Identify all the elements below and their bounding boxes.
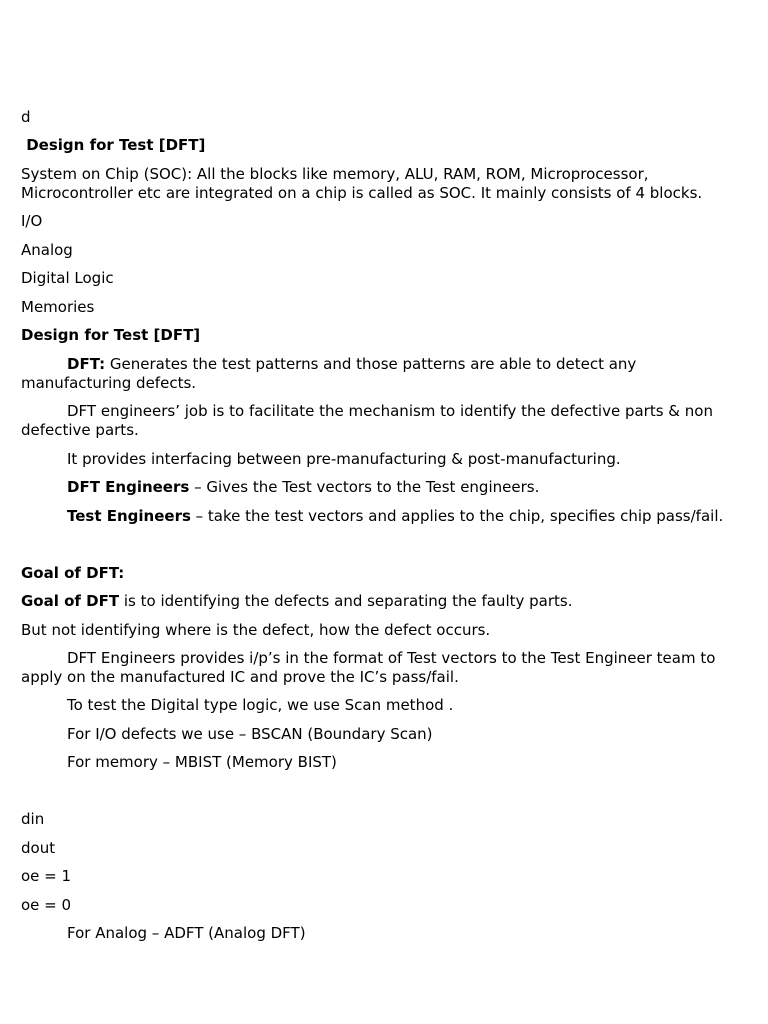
document-title-text: Design for Test [DFT] [21, 136, 206, 154]
section-heading-dft [21, 326, 751, 345]
soc-block-analog: Analog [21, 241, 73, 259]
signal-oe-1: oe = 1 [21, 867, 72, 885]
not-identifying-paragraph: But not identifying where is the defect, how the defect occurs. [21, 621, 491, 639]
soc-block-memories: Memories [21, 298, 95, 316]
mbist-paragraph: For memory – MBIST (Memory BIST) [67, 753, 337, 771]
goal-text: is to identifying the defects and separating the faulty parts. [119, 592, 573, 610]
dft-engineers-term: DFT Engineers [67, 478, 190, 496]
soc-block-io: I/O [21, 212, 43, 230]
dft-definition-text: Generates the test patterns and those patterns are able to detect any manufacturing defects. [21, 355, 642, 392]
adft-paragraph: For Analog – ADFT (Analog DFT) [67, 924, 306, 942]
dft-engineers-text: – Gives the Test vectors to the Test engineers. [189, 478, 540, 496]
dft-engineers-paragraph [21, 478, 751, 497]
dft-term: DFT: [67, 355, 106, 373]
section-heading-goal [21, 564, 751, 583]
soc-block-digital-logic: Digital Logic [21, 269, 114, 287]
goal-paragraph [21, 592, 751, 611]
interfacing-paragraph: It provides interfacing between pre-manufacturing & post-manufacturing. [67, 450, 621, 468]
goal-term: Goal of DFT [21, 592, 120, 610]
section-heading-goal-text: Goal of DFT: [21, 564, 125, 582]
soc-definition-paragraph: System on Chip (SOC): All the blocks like memory, ALU, RAM, ROM, Microprocessor, Microcontroller etc are integrated on a chip is called as SOC. It mainly consists of 4 blocks. [21, 165, 703, 202]
dft-definition-paragraph [21, 355, 751, 393]
signal-dout: dout [21, 839, 56, 857]
stray-text: d [21, 108, 31, 126]
test-engineers-term: Test Engineers [67, 507, 191, 525]
test-engineers-paragraph [21, 507, 751, 526]
document-title [21, 136, 751, 155]
signal-din: din [21, 810, 45, 828]
scan-method-paragraph: To test the Digital type logic, we use Scan method . [67, 696, 454, 714]
bscan-paragraph: For I/O defects we use – BSCAN (Boundary Scan) [67, 725, 433, 743]
section-heading-dft-text: Design for Test [DFT] [21, 326, 201, 344]
test-engineers-text: – take the test vectors and applies to the chip, specifies chip pass/fail. [190, 507, 724, 525]
signal-oe-0: oe = 0 [21, 896, 72, 914]
dft-engineers-job-paragraph: DFT engineers’ job is to facilitate the mechanism to identify the defective parts & non defective parts. [21, 402, 718, 439]
test-vectors-paragraph: DFT Engineers provides i/p’s in the format of Test vectors to the Test Engineer team to apply on the manufactured IC and prove the IC’s pass/fail. [21, 649, 721, 686]
